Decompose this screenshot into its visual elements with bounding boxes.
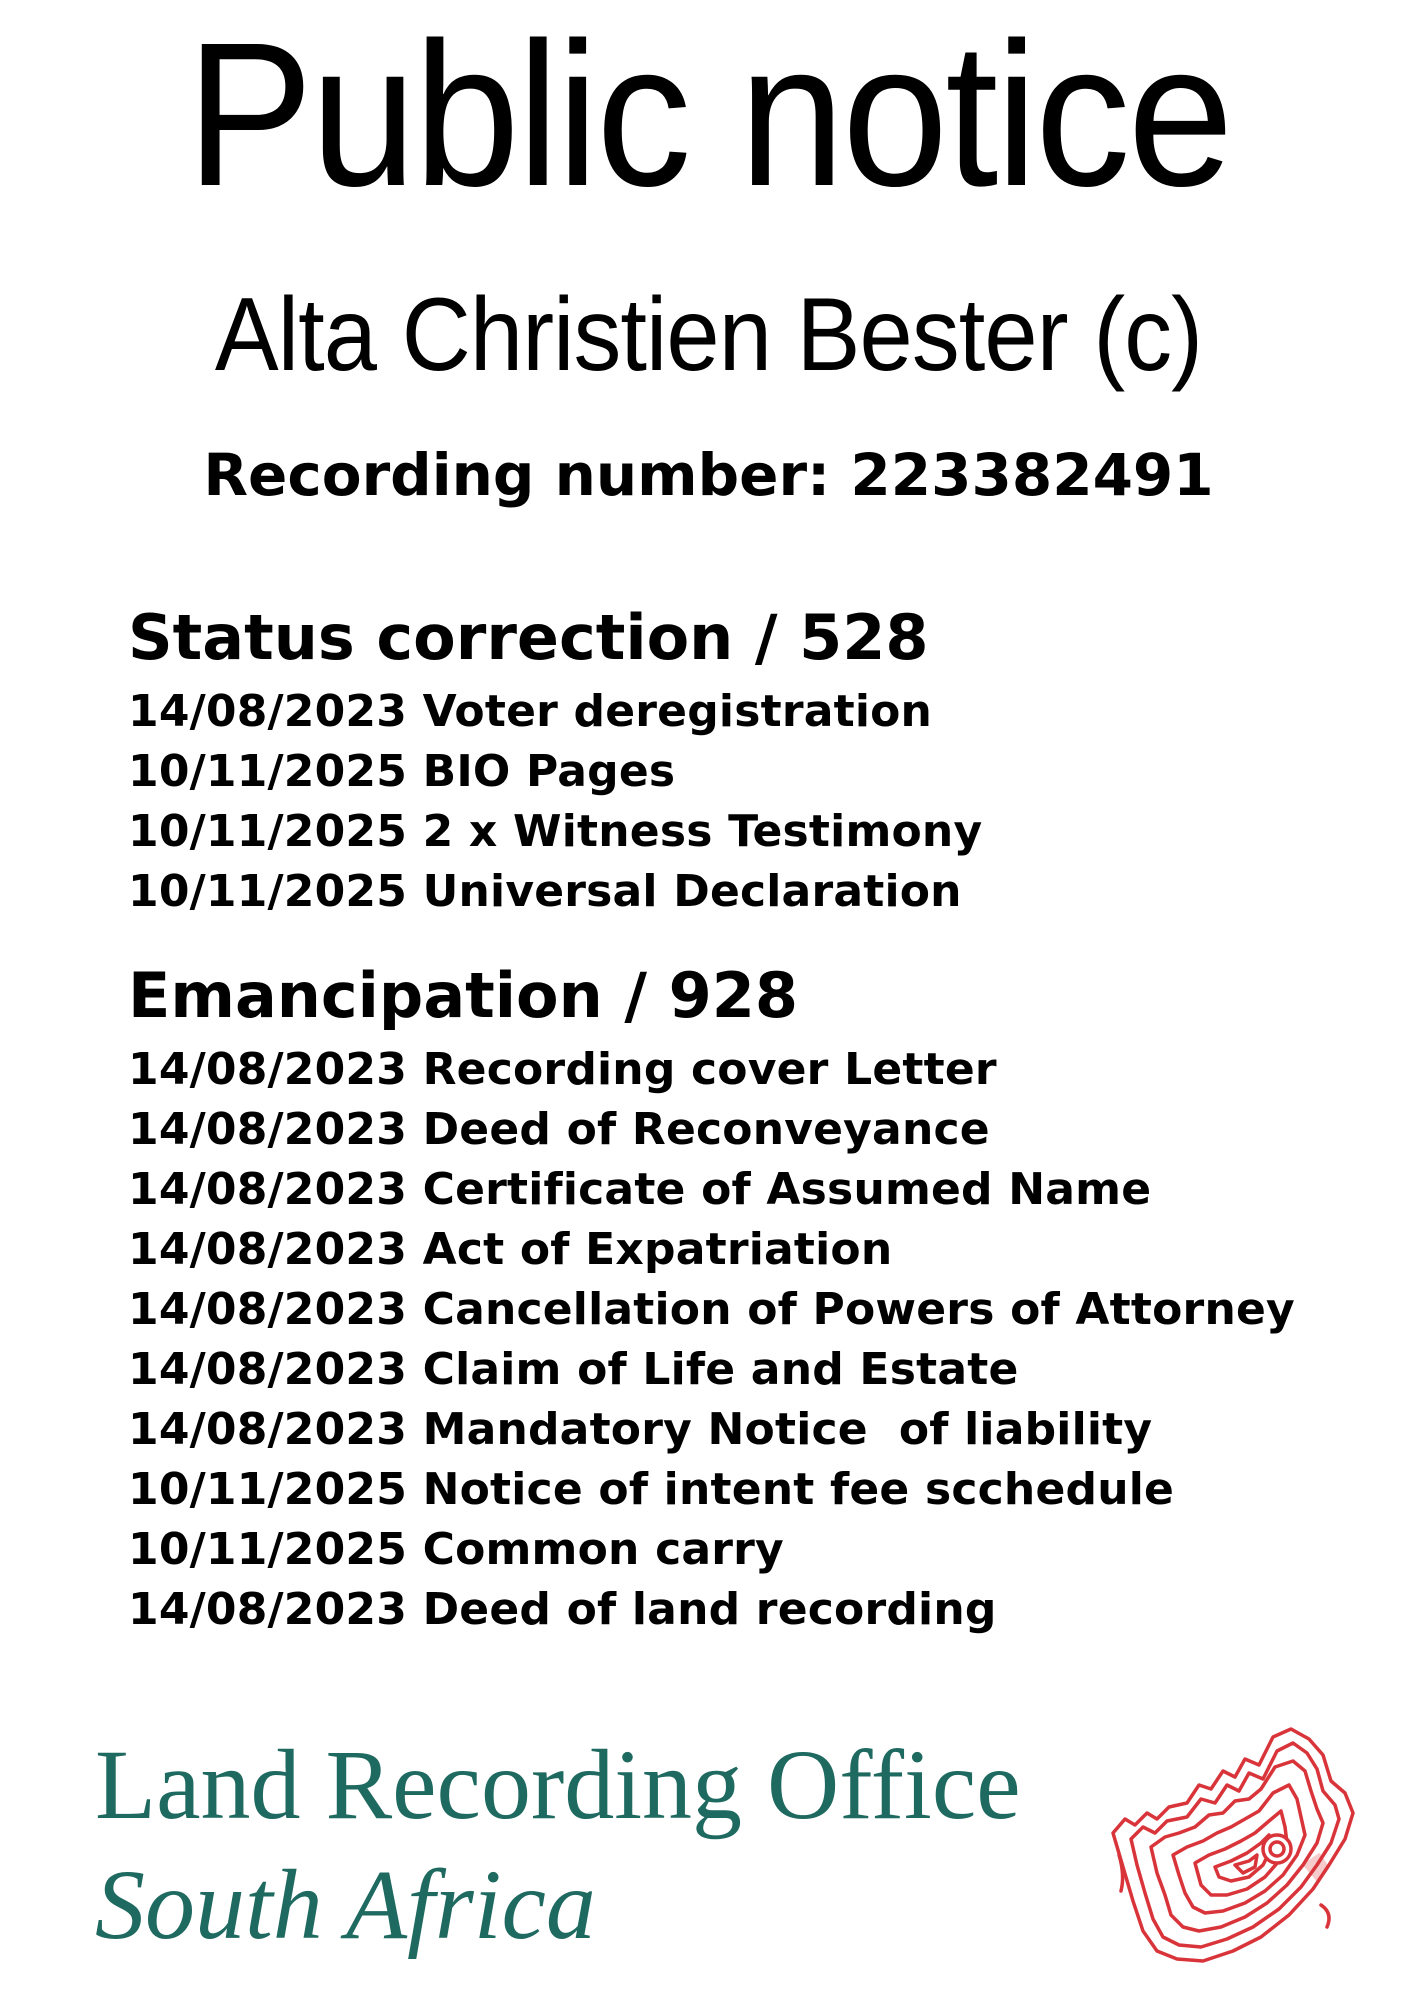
list-item: 14/08/2023 Certificate of Assumed Name	[128, 1164, 1152, 1215]
list-item: 14/08/2023 Deed of Reconveyance	[128, 1104, 990, 1155]
office-name: Land Recording Office	[95, 1729, 1021, 1840]
list-item: 14/08/2023 Act of Expatriation	[128, 1224, 893, 1275]
office-logo-text	[95, 1730, 1095, 1960]
south-africa-fingerprint-map-icon	[1095, 1715, 1370, 1975]
list-item: 14/08/2023 Claim of Life and Estate	[128, 1344, 1019, 1395]
section-heading-emancipation: Emancipation / 928	[128, 959, 799, 1032]
section-heading-status-correction: Status correction / 528	[128, 601, 929, 674]
list-item: 14/08/2023 Voter deregistration	[128, 686, 933, 737]
list-item: 10/11/2025 Universal Declaration	[128, 866, 962, 917]
list-item: 14/08/2023 Cancellation of Powers of Attorney	[128, 1284, 1295, 1335]
status-correction-list	[128, 682, 1388, 922]
emancipation-list	[128, 1040, 1388, 1640]
recording-number: Recording number: 223382491	[203, 441, 1214, 509]
person-name: Alta Christien Bester (c)	[214, 277, 1203, 393]
notice-title: Public notice	[186, 0, 1231, 229]
list-item: 14/08/2023 Recording cover Letter	[128, 1044, 997, 1095]
list-item: 10/11/2025 Notice of intent fee scchedule	[128, 1464, 1175, 1515]
list-item: 10/11/2025 2 x Witness Testimony	[128, 806, 983, 857]
list-item: 14/08/2023 Deed of land recording	[128, 1584, 997, 1635]
list-item: 14/08/2023 Mandatory Notice of liability	[128, 1404, 1153, 1455]
emancipation-section	[128, 958, 1388, 1640]
status-correction-section	[128, 600, 1388, 922]
list-item: 10/11/2025 BIO Pages	[128, 746, 676, 797]
list-item: 10/11/2025 Common carry	[128, 1524, 784, 1575]
office-country: South Africa	[95, 1849, 596, 1960]
